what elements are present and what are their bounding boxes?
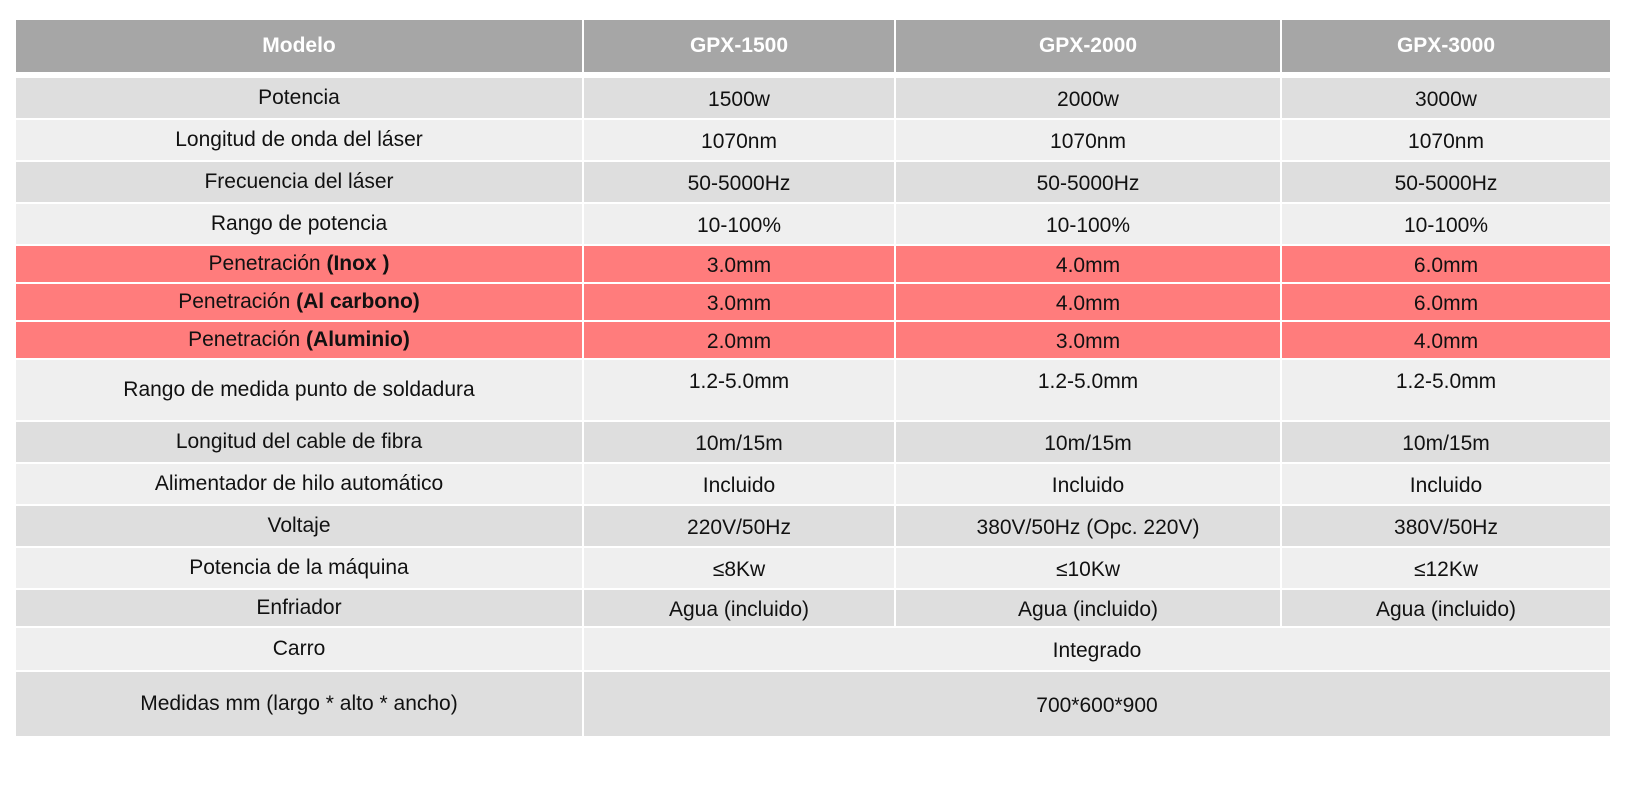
cell-merged-value: Integrado <box>584 628 1610 672</box>
table-row <box>16 204 1610 246</box>
row-label-text: Penetración <box>178 290 291 313</box>
cell-value: 3.0mm <box>584 284 896 322</box>
header-modelo: Modelo <box>16 20 584 78</box>
cell-value: 380V/50Hz <box>1282 506 1610 548</box>
row-label: Medidas mm (largo * alto * ancho) <box>16 672 584 738</box>
row-label: Longitud de onda del láser <box>16 120 584 162</box>
cell-value: 4.0mm <box>1282 322 1610 360</box>
table-row-highlight <box>16 284 1610 322</box>
cell-value: 4.0mm <box>896 246 1282 284</box>
cell-value: 1070nm <box>584 120 896 162</box>
cell-value: 50-5000Hz <box>584 162 896 204</box>
table-row <box>16 590 1610 628</box>
row-label-text: Penetración <box>188 328 301 351</box>
row-label-text: Penetración <box>208 252 321 275</box>
row-label: Longitud del cable de fibra <box>16 422 584 464</box>
cell-value: ≤12Kw <box>1282 548 1610 590</box>
cell-value: 6.0mm <box>1282 284 1610 322</box>
row-label: Rango de medida punto de soldadura <box>16 360 584 422</box>
cell-value: 3000w <box>1282 78 1610 120</box>
table-row <box>16 78 1610 120</box>
cell-value: 1500w <box>584 78 896 120</box>
row-label: Carro <box>16 628 584 672</box>
row-label <box>16 322 584 360</box>
table-row <box>16 628 1610 672</box>
cell-value: 3.0mm <box>584 246 896 284</box>
cell-value: 10-100% <box>896 204 1282 246</box>
header-row <box>16 20 1610 78</box>
table-row <box>16 506 1610 548</box>
row-label: Enfriador <box>16 590 584 628</box>
table-row <box>16 162 1610 204</box>
cell-value: Incluido <box>1282 464 1610 506</box>
cell-value: 1.2-5.0mm <box>1282 360 1610 422</box>
row-label: Rango de potencia <box>16 204 584 246</box>
row-label: Frecuencia del láser <box>16 162 584 204</box>
cell-value: 2.0mm <box>584 322 896 360</box>
table-row <box>16 120 1610 162</box>
cell-value: 1.2-5.0mm <box>896 360 1282 422</box>
row-label: Alimentador de hilo automático <box>16 464 584 506</box>
row-label-bold: (Inox ) <box>326 252 390 275</box>
cell-value: 10m/15m <box>584 422 896 464</box>
cell-value: 380V/50Hz (Opc. 220V) <box>896 506 1282 548</box>
row-label <box>16 246 584 284</box>
table-row <box>16 672 1610 738</box>
row-label <box>16 284 584 322</box>
cell-value: Incluido <box>584 464 896 506</box>
cell-value: 6.0mm <box>1282 246 1610 284</box>
table-row <box>16 548 1610 590</box>
table-row-highlight <box>16 246 1610 284</box>
cell-value: 50-5000Hz <box>1282 162 1610 204</box>
cell-value: Incluido <box>896 464 1282 506</box>
cell-value: 1.2-5.0mm <box>584 360 896 422</box>
table-row <box>16 422 1610 464</box>
spec-table-container <box>16 20 1610 738</box>
row-label-bold: (Aluminio) <box>306 328 410 351</box>
spec-table <box>16 20 1610 738</box>
cell-value: Agua (incluido) <box>584 590 896 628</box>
header-gpx-1500: GPX-1500 <box>584 20 896 78</box>
table-row <box>16 360 1610 422</box>
cell-value: Agua (incluido) <box>1282 590 1610 628</box>
table-row-highlight <box>16 322 1610 360</box>
cell-value: 10m/15m <box>896 422 1282 464</box>
cell-value: 10-100% <box>584 204 896 246</box>
cell-value: 220V/50Hz <box>584 506 896 548</box>
cell-value: 50-5000Hz <box>896 162 1282 204</box>
header-gpx-2000: GPX-2000 <box>896 20 1282 78</box>
cell-value: Agua (incluido) <box>896 590 1282 628</box>
cell-value: 1070nm <box>896 120 1282 162</box>
row-label-bold: (Al carbono) <box>296 290 420 313</box>
cell-value: 10-100% <box>1282 204 1610 246</box>
cell-value: 3.0mm <box>896 322 1282 360</box>
row-label: Potencia <box>16 78 584 120</box>
row-label: Potencia de la máquina <box>16 548 584 590</box>
cell-value: ≤10Kw <box>896 548 1282 590</box>
header-gpx-3000: GPX-3000 <box>1282 20 1610 78</box>
cell-value: 10m/15m <box>1282 422 1610 464</box>
cell-value: 4.0mm <box>896 284 1282 322</box>
cell-value: ≤8Kw <box>584 548 896 590</box>
table-row <box>16 464 1610 506</box>
cell-value: 1070nm <box>1282 120 1610 162</box>
cell-value: 2000w <box>896 78 1282 120</box>
cell-merged-value: 700*600*900 <box>584 672 1610 738</box>
row-label: Voltaje <box>16 506 584 548</box>
